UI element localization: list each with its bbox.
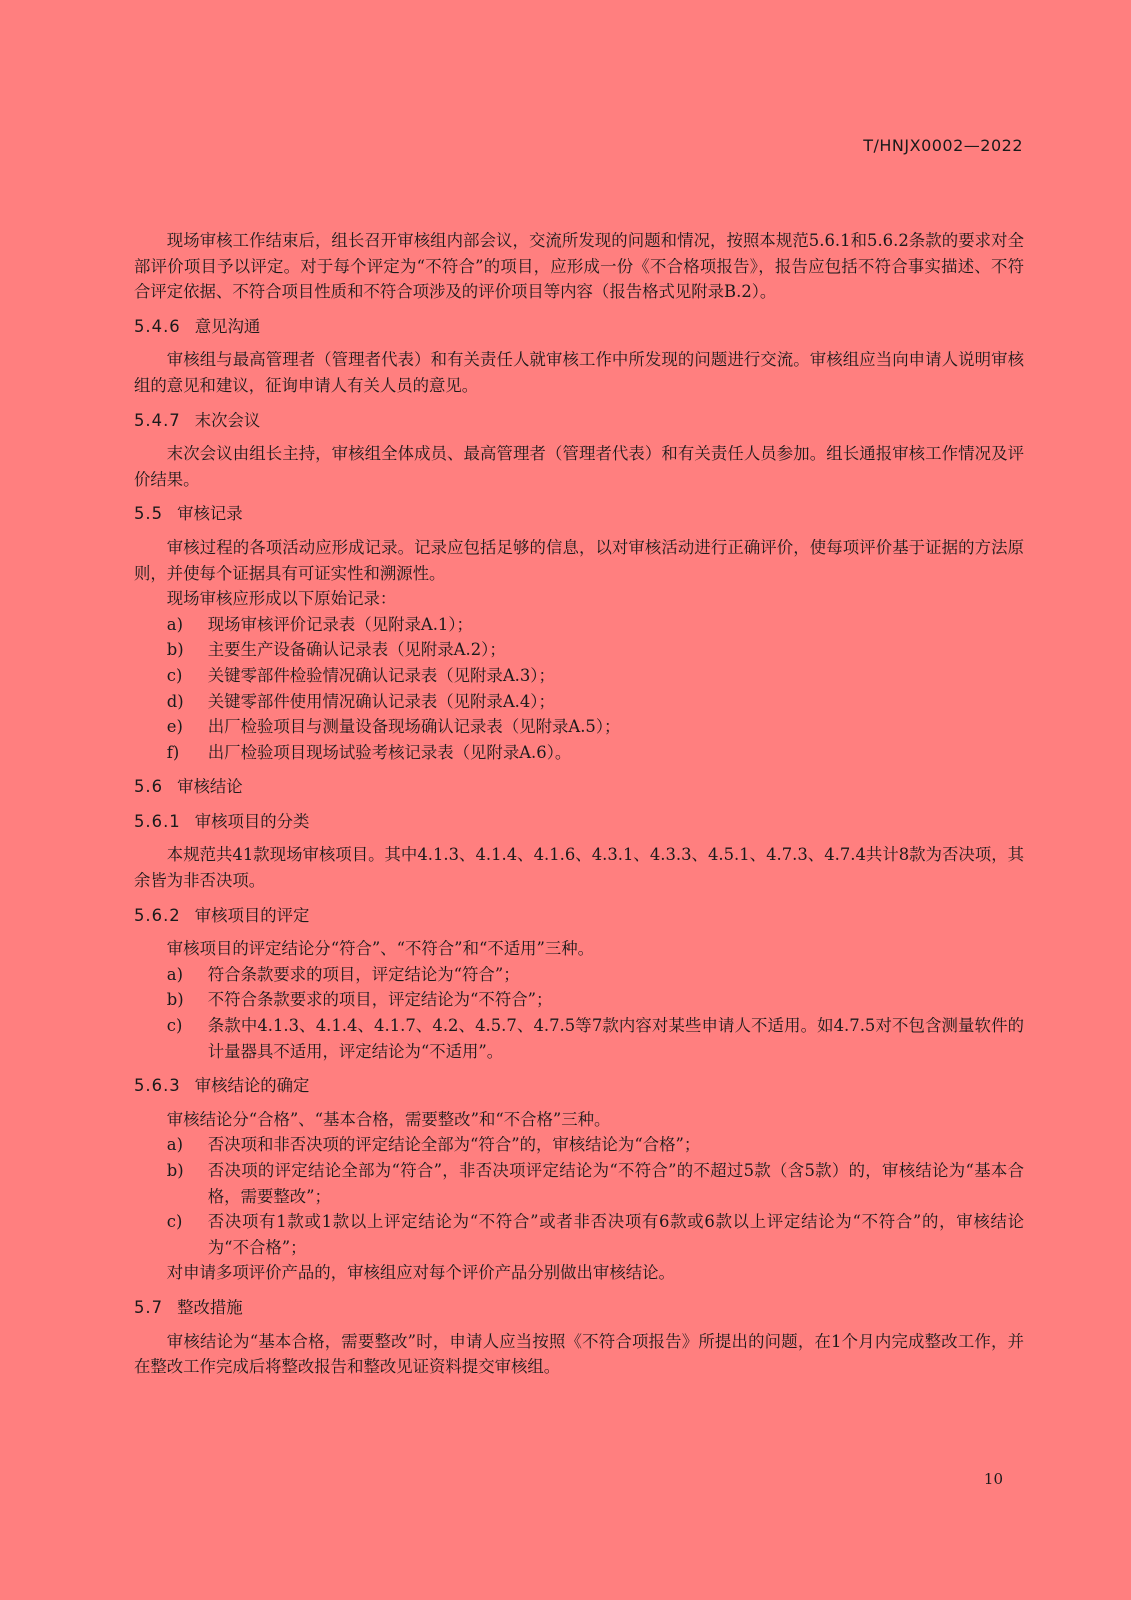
- heading-5-7: [134, 1295, 1024, 1321]
- list-marker: c): [166, 1212, 183, 1232]
- heading-5-4-7: [134, 408, 1024, 434]
- heading-number: 5.6.3: [134, 1076, 181, 1096]
- heading-number: 5.5: [134, 504, 164, 524]
- list-marker: b): [166, 1161, 184, 1180]
- list-text: 条款中4.1.3、4.1.4、4.1.7、4.2、4.5.7、4.7.5等7款内容对某些申请人不适用。如4.7.5对不包含测量软件的计量器具不适用，评定结论为“不适用”。: [207, 1016, 1024, 1061]
- paragraph-5-6-3: 审核结论分“合格”、“基本合格，需要整改”和“不合格”三种。: [166, 1109, 611, 1129]
- heading-title: 末次会议: [194, 410, 261, 430]
- heading-number: 5.4.6: [134, 316, 181, 336]
- list-text: 现场审核评价记录表（见附录A.1）；: [207, 614, 473, 634]
- list-5-6-2: [134, 962, 1024, 1064]
- list-marker: c): [166, 665, 183, 685]
- heading-5-5: [134, 501, 1024, 527]
- heading-title: 意见沟通: [194, 316, 261, 336]
- paragraph-5-4-7: 末次会议由组长主持，审核组全体成员、最高管理者（管理者代表）和有关责任人员参加。组长通报审核工作情况及评价结果。: [134, 444, 1024, 489]
- list-text: 出厂检验项目与测量设备现场确认记录表（见附录A.5）；: [207, 717, 621, 737]
- heading-title: 审核结论: [177, 777, 243, 797]
- paragraph-5-6-1: 本规范共41款现场审核项目。其中4.1.3、4.1.4、4.1.6、4.3.1、4.3.3、4.5.1、4.7.3、4.7.4共计8款为否决项，其余皆为非否决项。: [134, 845, 1024, 891]
- paragraph-5-4-6: 审核组与最高管理者（管理者代表）和有关责任人就审核工作中所发现的问题进行交流。审核组应当向申请人说明审核组的意见和建议，征询申请人有关人员的意见。: [134, 350, 1024, 395]
- paragraph-5-6-3-b: 对申请多项评价产品的，审核组应对每个评价产品分别做出审核结论。: [166, 1263, 675, 1283]
- list-text: 否决项的评定结论全部为“符合”，非否决项评定结论为“不符合”的不超过5款（含5款）的，审核结论为“基本合格，需要整改”；: [207, 1161, 1024, 1206]
- list-text: 否决项和非否决项的评定结论全部为“符合”的，审核结论为“合格”；: [207, 1135, 701, 1155]
- paragraph-5-6-2: 审核项目的评定结论分“符合”、“不符合”和“不适用”三种。: [166, 939, 595, 959]
- list-text: 出厂检验项目现场试验考核记录表（见附录A.6）。: [207, 742, 572, 762]
- heading-5-6-3: [134, 1073, 1024, 1099]
- list-text: 否决项有1款或1款以上评定结论为“不符合”或者非否决项有6款或6款以上评定结论为“不符合”的，审核结论为“不合格”；: [207, 1212, 1024, 1257]
- list-marker: a): [166, 964, 183, 984]
- heading-number: 5.6: [134, 777, 164, 797]
- heading-title: 整改措施: [177, 1297, 243, 1317]
- list-marker: a): [166, 614, 183, 634]
- page-number: 10: [983, 1470, 1003, 1488]
- document-code: T/HNJX0002—2022: [863, 136, 1023, 155]
- paragraph-5-5-a: 审核过程的各项活动应形成记录。记录应包括足够的信息，以对审核活动进行正确评价，使每项评价基于证据的方法原则，并使每个证据具有可证实性和溯源性。: [134, 537, 1024, 583]
- list-item: [167, 637, 1024, 663]
- list-item: [167, 1209, 1024, 1260]
- list-item: [167, 1013, 1024, 1064]
- paragraph-5-7: 审核结论为“基本合格，需要整改”时，申请人应当按照《不符合项报告》所提出的问题，在1个月内完成整改工作，并在整改工作完成后将整改报告和整改见证资料提交审核组。: [134, 1331, 1024, 1377]
- heading-number: 5.6.1: [134, 811, 181, 831]
- list-item: [167, 714, 1024, 740]
- heading-number: 5.7: [134, 1297, 164, 1317]
- list-text: 不符合条款要求的项目，评定结论为“不符合”；: [207, 990, 553, 1010]
- list-text: 关键零部件检验情况确认记录表（见附录A.3）；: [207, 665, 555, 685]
- list-text: 符合条款要求的项目，评定结论为“符合”；: [207, 964, 520, 984]
- list-text: 主要生产设备确认记录表（见附录A.2）；: [207, 640, 506, 660]
- list-item: [167, 663, 1024, 689]
- document-body: [134, 228, 1024, 1380]
- heading-5-6: [134, 774, 1024, 800]
- heading-number: 5.4.7: [134, 410, 181, 430]
- list-item: [167, 1132, 1024, 1158]
- heading-title: 审核项目的评定: [194, 905, 310, 925]
- list-item: [167, 1158, 1024, 1209]
- list-item: [167, 612, 1024, 638]
- list-item: [167, 987, 1024, 1013]
- list-5-6-3: [134, 1132, 1024, 1260]
- list-marker: a): [166, 1135, 183, 1155]
- list-item: [167, 962, 1024, 988]
- heading-title: 审核结论的确定: [194, 1076, 310, 1096]
- heading-title: 审核记录: [177, 504, 243, 524]
- heading-5-6-2: [134, 903, 1024, 929]
- heading-title: 审核项目的分类: [194, 811, 310, 831]
- list-marker: c): [166, 1016, 183, 1036]
- list-marker: e): [166, 717, 183, 737]
- heading-number: 5.6.2: [134, 905, 181, 925]
- heading-5-4-6: [134, 314, 1024, 340]
- list-marker: d): [166, 691, 184, 711]
- list-marker: b): [166, 640, 184, 660]
- list-item: [167, 689, 1024, 715]
- list-marker: b): [166, 990, 184, 1010]
- paragraph-intro: 现场审核工作结束后，组长召开审核组内部会议，交流所发现的问题和情况，按照本规范5.6.1和5.6.2条款的要求对全部评价项目予以评定。对于每个评定为“不符合”的项目，应形成一份《不合格项报告》，报告应包括不符合事实描述、不符合评定依据、不符合项目性质和不符合项涉及的评价项目等内容（报告格式见附录B.2）。: [134, 231, 1024, 302]
- list-text: 关键零部件使用情况确认记录表（见附录A.4）；: [207, 691, 555, 711]
- list-item: [167, 740, 1024, 766]
- list-5-5: [134, 612, 1024, 766]
- list-marker: f): [166, 742, 180, 762]
- heading-5-6-1: [134, 809, 1024, 835]
- paragraph-5-5-b: 现场审核应形成以下原始记录：: [166, 589, 397, 609]
